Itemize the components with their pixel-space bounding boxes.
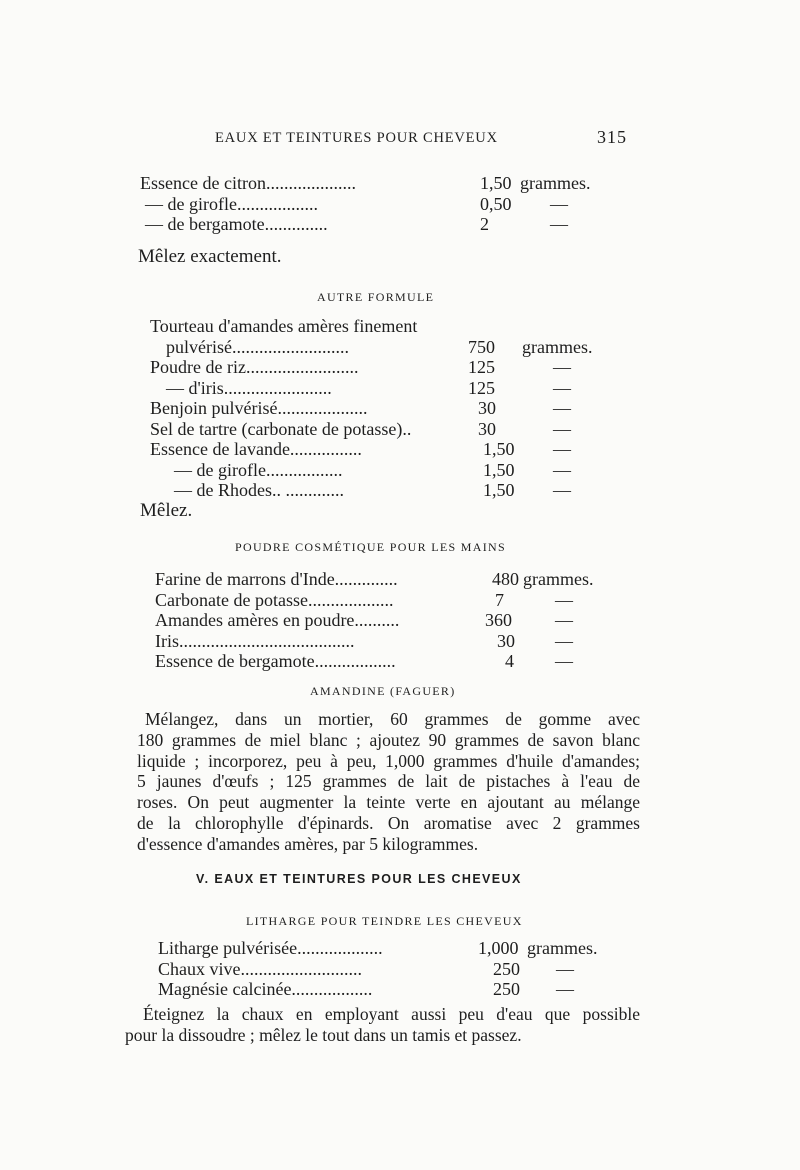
ingredient-quantity: 480 <box>492 569 519 589</box>
ingredient-label: pulvérisé.......................... <box>166 336 349 357</box>
table-row <box>140 214 610 235</box>
ingredient-label: Benjoin pulvérisé.................... <box>150 398 368 418</box>
ingredient-quantity: 30 <box>478 398 496 418</box>
ingredient-quantity: 250 <box>493 958 520 979</box>
paragraph-line: 180 grammes de miel blanc ; ajoutez 90 grammes de savon blanc <box>137 729 640 750</box>
ingredient-label: Magnésie calcinée.................. <box>158 979 373 999</box>
ingredient-unit: — <box>556 958 574 979</box>
ingredient-unit: — <box>553 398 571 418</box>
ingredient-unit: — <box>553 459 571 480</box>
table-row <box>155 590 605 611</box>
heading-autre-formule: AUTRE FORMULE <box>317 290 435 304</box>
ingredient-label: Essence de citron.................... <box>140 173 356 193</box>
ingredient-unit: grammes. <box>520 173 591 193</box>
table-row <box>150 357 610 378</box>
ingredient-unit: — <box>550 214 568 234</box>
ingredient-label: — de girofle................. <box>174 459 343 480</box>
ingredient-quantity: 1,50 <box>483 480 515 500</box>
heading-poudre-cosmetique: POUDRE COSMÉTIQUE POUR LES MAINS <box>235 540 506 554</box>
paragraph-line: liquide ; incorporez, peu à peu, 1,000 grammes d'huile d'amandes; <box>137 750 640 771</box>
instruction-melez-exactement: Mêlez exactement. <box>138 246 282 267</box>
paragraph-line: 5 jaunes d'œufs ; 125 grammes de lait de pistaches à l'eau de <box>137 771 640 792</box>
ingredient-quantity: 2 <box>480 214 489 234</box>
paragraph-line: d'essence d'amandes amères, par 5 kilogrammes. <box>137 833 479 854</box>
ingredient-quantity: 30 <box>497 630 515 651</box>
ingredient-label: Sel de tartre (carbonate de potasse).. <box>150 418 412 439</box>
ingredient-quantity: 7 <box>495 589 504 610</box>
table-row <box>140 194 610 215</box>
ingredient-quantity: 1,000 <box>478 938 519 958</box>
paragraph-line: Mélangez, dans un mortier, 60 grammes de gomme avec <box>145 709 640 729</box>
ingredient-unit: — <box>553 439 571 459</box>
table-row <box>150 419 610 440</box>
instruction-melez: Mêlez. <box>140 500 193 521</box>
ingredient-label: Chaux vive........................... <box>158 958 362 979</box>
ingredient-unit: — <box>555 610 573 630</box>
ingredient-quantity: 0,50 <box>480 193 512 214</box>
recipe-table-autre-formule <box>150 316 610 501</box>
ingredient-unit: grammes. <box>522 336 593 357</box>
table-row <box>150 480 610 501</box>
paragraph-line: roses. On peut augmenter la teinte verte en ajoutant au mélange <box>137 792 640 813</box>
paragraph-amandine <box>137 709 640 855</box>
paragraph-line: de la chlorophylle d'épinards. On aromatise avec 2 grammes <box>137 812 640 833</box>
heading-litharge: LITHARGE POUR TEINDRE LES CHEVEUX <box>246 914 523 928</box>
running-head: EAUX ET TEINTURES POUR CHEVEUX <box>215 130 498 146</box>
ingredient-unit: — <box>550 193 568 214</box>
table-row <box>150 337 610 358</box>
ingredient-unit: grammes. <box>523 569 594 589</box>
ingredient-unit: — <box>553 377 571 398</box>
ingredient-unit: — <box>555 589 573 610</box>
paragraph-line: Éteignez la chaux en employant aussi peu d'eau que possible <box>143 1004 640 1024</box>
ingredient-label: — de bergamote.............. <box>145 214 328 234</box>
section-title: V. EAUX ET TEINTURES POUR LES CHEVEUX <box>196 872 522 886</box>
ingredient-quantity: 4 <box>505 651 514 671</box>
table-row <box>150 460 610 481</box>
table-row <box>158 959 618 980</box>
ingredient-unit: — <box>555 630 573 651</box>
recipe-table-citron <box>140 173 610 235</box>
ingredient-quantity: 1,50 <box>483 439 515 459</box>
table-row <box>155 610 605 631</box>
ingredient-unit: — <box>555 651 573 671</box>
table-row <box>150 316 610 337</box>
table-row <box>155 569 605 590</box>
ingredient-quantity: 125 <box>468 357 495 377</box>
ingredient-quantity: 250 <box>493 979 520 999</box>
table-row <box>140 173 610 194</box>
ingredient-label: — de girofle.................. <box>145 193 318 214</box>
table-row <box>158 979 618 1000</box>
table-row <box>150 398 610 419</box>
ingredient-unit: grammes. <box>527 938 598 958</box>
table-row <box>155 631 605 652</box>
ingredient-label: Farine de marrons d'Inde.............. <box>155 569 398 589</box>
ingredient-quantity: 1,50 <box>483 459 515 480</box>
heading-amandine: AMANDINE (FAGUER) <box>310 684 456 698</box>
ingredient-label: — d'iris........................ <box>166 377 332 398</box>
paragraph-line: pour la dissoudre ; mêlez le tout dans un tamis et passez. <box>125 1024 522 1045</box>
ingredient-quantity: 750 <box>468 336 495 357</box>
table-row <box>155 651 605 672</box>
ingredient-unit: — <box>553 357 571 377</box>
ingredient-quantity: 125 <box>468 377 495 398</box>
recipe-table-litharge <box>158 938 618 1000</box>
ingredient-unit: — <box>553 480 571 500</box>
ingredient-label: Essence de lavande................ <box>150 439 362 459</box>
ingredient-quantity: 30 <box>478 418 496 439</box>
ingredient-label: Essence de bergamote.................. <box>155 651 396 671</box>
ingredient-label: — de Rhodes.. ............. <box>174 480 344 500</box>
ingredient-unit: — <box>556 979 574 999</box>
paragraph-final <box>125 1004 640 1046</box>
ingredient-label: Tourteau d'amandes amères finement <box>150 316 418 336</box>
ingredient-label: Litharge pulvérisée................... <box>158 938 383 958</box>
recipe-table-poudre <box>155 569 605 672</box>
ingredient-label: Poudre de riz......................... <box>150 357 359 377</box>
ingredient-label: Carbonate de potasse................... <box>155 589 394 610</box>
ingredient-quantity: 360 <box>485 610 512 630</box>
ingredient-quantity: 1,50 <box>480 173 512 193</box>
page-number: 315 <box>597 127 627 147</box>
table-row <box>150 439 610 460</box>
ingredient-label: Iris....................................... <box>155 630 355 651</box>
table-row <box>150 378 610 399</box>
ingredient-label: Amandes amères en poudre.......... <box>155 610 400 630</box>
ingredient-unit: — <box>553 418 571 439</box>
table-row <box>158 938 618 959</box>
